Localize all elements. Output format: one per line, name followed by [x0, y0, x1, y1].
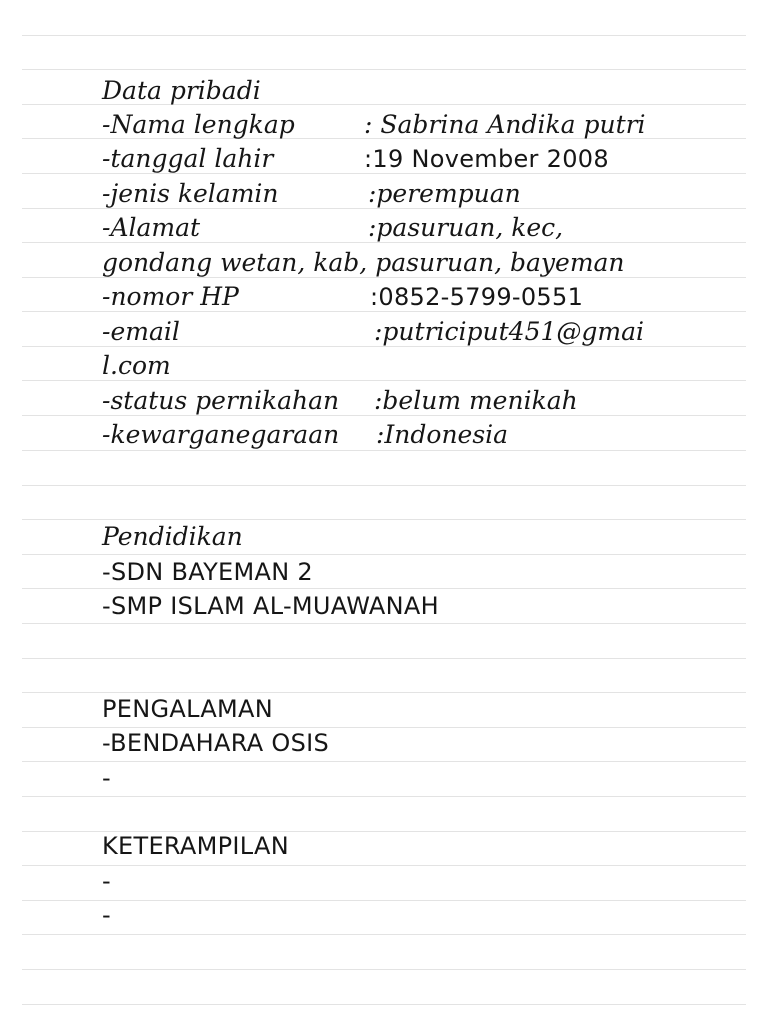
education-item-text: -SMP ISLAM AL-MUAWANAH: [102, 592, 439, 620]
ruled-line: [22, 900, 746, 901]
field-label-birth-date: -tanggal lahir: [102, 144, 274, 173]
ruled-line: [22, 1004, 746, 1005]
section-heading-skills: KETERAMPILAN: [102, 832, 289, 860]
ruled-line: [22, 969, 746, 970]
ruled-line: [22, 934, 746, 935]
field-value-marital-status: :belum menikah: [374, 386, 578, 415]
field-value-email: :putriciput451@gmai: [374, 317, 644, 346]
ruled-line: [22, 865, 746, 866]
field-value-citizenship: :Indonesia: [376, 420, 509, 449]
field-label-gender: -jenis kelamin: [102, 179, 279, 208]
field-value-address: :pasuruan, kec,: [368, 213, 564, 242]
field-label-phone: -nomor HP: [102, 282, 239, 311]
field-label-full-name: -Nama lengkap: [102, 110, 295, 139]
email-continued-text: l.com: [102, 351, 171, 380]
field-value-birth-date: :19 November 2008: [364, 145, 609, 173]
skills-item-text: -: [102, 901, 111, 929]
field-label-citizenship: -kewarganegaraan: [102, 420, 340, 449]
address-continued-text: gondang wetan, kab, pasuruan, bayeman: [102, 248, 625, 277]
section-heading-personal: Data pribadi: [102, 76, 261, 105]
field-label-email: -email: [102, 317, 180, 346]
skills-item-text: -: [102, 867, 111, 895]
experience-item-text: -BENDAHARA OSIS: [102, 729, 330, 757]
section-heading-education: Pendidikan: [102, 522, 243, 551]
field-label-address: -Alamat: [102, 213, 201, 242]
ruled-line: [22, 623, 746, 624]
ruled-line: [22, 69, 746, 70]
experience-item-text: -: [102, 764, 111, 792]
ruled-line: [22, 658, 746, 659]
ruled-line: [22, 796, 746, 797]
ruled-line: [22, 485, 746, 486]
field-value-phone: :0852-5799-0551: [370, 283, 584, 311]
education-item-text: -SDN BAYEMAN 2: [102, 558, 313, 586]
section-heading-experience: PENGALAMAN: [102, 695, 274, 723]
field-value-gender: :perempuan: [368, 179, 521, 208]
field-value-full-name: : Sabrina Andika putri: [364, 110, 646, 139]
ruled-line: [22, 761, 746, 762]
field-label-marital-status: -status pernikahan: [102, 386, 340, 415]
ruled-line: [22, 35, 746, 36]
